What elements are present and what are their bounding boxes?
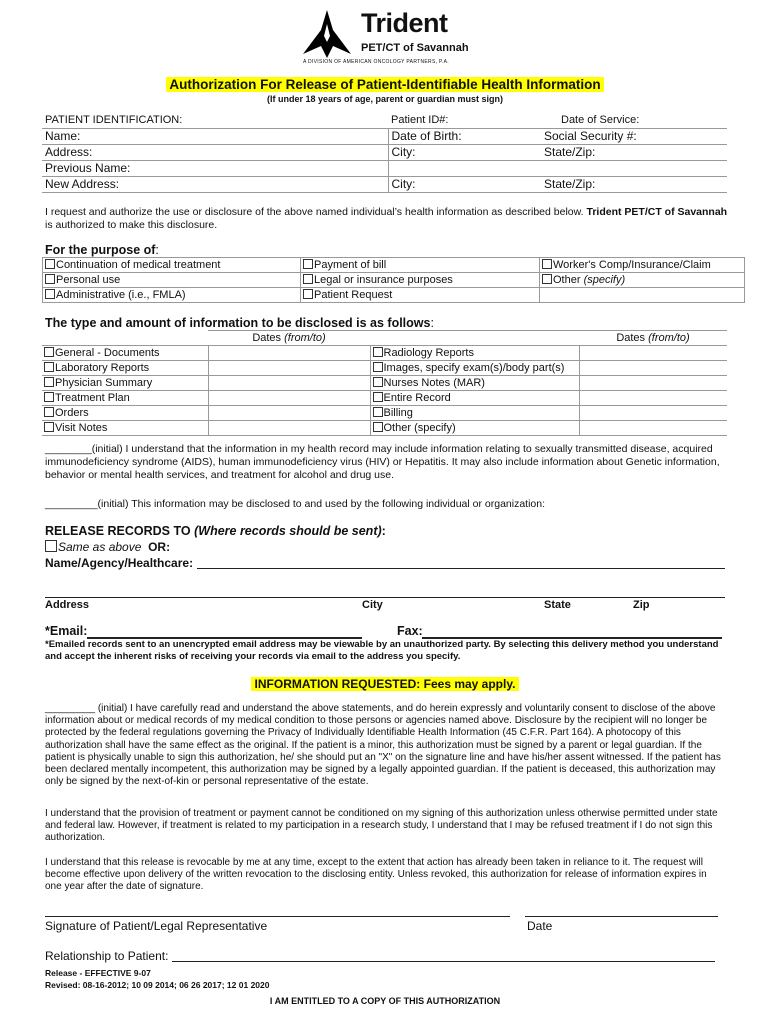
type-label: Visit Notes [55, 422, 108, 434]
checkbox[interactable] [45, 274, 55, 284]
info-requested-wrap [0, 675, 770, 693]
relationship-line[interactable] [172, 961, 715, 962]
purpose-option[interactable] [540, 258, 745, 273]
trident-logo-icon [303, 10, 351, 58]
purpose-label: Continuation of medical treatment [56, 259, 221, 271]
dates-field[interactable] [208, 421, 370, 436]
form-subtitle: (If under 18 years of age, parent or guardian must sign) [266, 94, 504, 104]
purpose-option[interactable] [301, 273, 540, 288]
dates-field[interactable] [208, 376, 370, 391]
signature-line[interactable] [45, 916, 510, 917]
dob-field[interactable]: Date of Birth: [388, 129, 541, 145]
fax-label: Fax: [397, 624, 423, 638]
state-zip-field-2[interactable]: State/Zip: [541, 177, 727, 193]
checkbox[interactable] [303, 274, 313, 284]
type-option[interactable] [42, 421, 208, 436]
state-label: State [544, 599, 571, 611]
type-option[interactable] [42, 406, 208, 421]
checkbox[interactable] [303, 259, 313, 269]
name-agency-line[interactable] [197, 568, 725, 569]
dates-header-right [579, 331, 727, 346]
checkbox[interactable] [44, 407, 54, 417]
purpose-heading-text: For the purpose of [45, 243, 156, 257]
city-label: City [362, 599, 383, 611]
blank-cell [540, 288, 745, 303]
intro-bold: Trident PET/CT of Savannah [586, 206, 728, 218]
patient-id-label: Patient ID#: [391, 114, 449, 126]
purpose-specify: (specify) [583, 274, 626, 286]
dates-field[interactable] [208, 406, 370, 421]
type-label: Nurses Notes (MAR) [383, 377, 485, 389]
checkbox[interactable] [45, 540, 57, 552]
zip-label: Zip [633, 599, 650, 611]
dates-field[interactable] [208, 361, 370, 376]
type-label: Orders [55, 407, 89, 419]
date-label: Date [527, 919, 553, 933]
type-option[interactable] [42, 346, 208, 361]
signature-label: Signature of Patient/Legal Representative [45, 919, 268, 933]
intro-text: I request and authorize the use or disclosure of the above named individual’s health information as described below. [45, 206, 587, 218]
dates-label: Dates [616, 332, 646, 344]
logo-name: Trident [361, 8, 448, 38]
revised-dates: Revised: 08-16-2012; 10 09 2014; 06 26 2017; 12 01 2020 [45, 980, 270, 990]
title-wrap [0, 76, 770, 94]
blank-cell [42, 331, 208, 346]
dates-field[interactable] [208, 346, 370, 361]
type-option[interactable] [370, 361, 579, 376]
checkbox[interactable] [373, 422, 383, 432]
checkbox[interactable] [373, 362, 383, 372]
city-field-2[interactable]: City: [388, 177, 541, 193]
checkbox[interactable] [542, 274, 552, 284]
checkbox[interactable] [44, 377, 54, 387]
type-label: Other (specify) [383, 422, 456, 434]
email-label: *Email: [45, 624, 88, 638]
checkbox[interactable] [44, 362, 54, 372]
types-table [42, 330, 727, 436]
dates-label: Dates [252, 332, 282, 344]
or-label: OR: [148, 540, 171, 554]
release-heading-colon: : [381, 524, 386, 538]
type-option[interactable] [370, 376, 579, 391]
initial-sensitive-info: ________(initial) I understand that the information in my health record may include information relating to sexually transmitted disease, acquired immunodeficiency syndrome (AIDS), human immunodeficiency virus (HIV) or Hepatitis. It may also include information about Genetic information, behavior or mental health services, and treatment for alcohol and drug use. [45, 443, 720, 481]
purpose-option[interactable] [43, 258, 301, 273]
purpose-heading [45, 243, 159, 257]
info-requested-label: INFORMATION REQUESTED: Fees may apply. [251, 677, 520, 691]
checkbox[interactable] [373, 407, 383, 417]
release-effective: Release - EFFECTIVE 9-07 [45, 968, 151, 978]
revocation-paragraph: I understand that this release is revocable by me at any time, except to the extent that action has already been taken in reliance to it. The request will become effective upon delivery of the written revocation to the disclosing entity. Unless revoked, this authorization for release of information expires in one year after the date of signature. [45, 857, 707, 893]
purpose-option[interactable] [301, 288, 540, 303]
checkbox[interactable] [44, 392, 54, 402]
purpose-option[interactable] [540, 273, 745, 288]
purpose-label: Administrative (i.e., FMLA) [56, 289, 186, 301]
type-label: Laboratory Reports [55, 362, 150, 374]
purpose-option[interactable] [43, 273, 301, 288]
treatment-paragraph: I understand that the provision of treatment or payment cannot be conditioned on my signing of this authorization unless otherwise permitted under state and federal law. However, if treatment is related to my participation in a research study, I understand that I may be refused treatment if I do not sign this authorization. [45, 808, 718, 844]
type-option[interactable] [42, 361, 208, 376]
new-address-field[interactable]: New Address: [42, 177, 388, 193]
purpose-label: Worker's Comp/Insurance/Claim [553, 259, 711, 271]
checkbox[interactable] [44, 347, 54, 357]
ssn-field[interactable]: Social Security #: [541, 129, 727, 145]
dates-field[interactable] [579, 361, 727, 376]
email-note: *Emailed records sent to an unencrypted email address may be viewable by an unauthorized party. By selecting this delivery method you understand and accept the inherent risks of receiving your records via email to the address you specify. [45, 639, 719, 662]
type-option[interactable] [42, 376, 208, 391]
blank-cell [388, 161, 541, 177]
dates-field[interactable] [579, 376, 727, 391]
from-to-label: (from/to) [284, 332, 326, 344]
purpose-option[interactable] [43, 288, 301, 303]
initial-disclosure: _________(initial) This information may be disclosed to and used by the following individual or organization: [45, 498, 546, 510]
release-heading-italic: (Where records should be sent) [194, 524, 382, 538]
types-heading-text: The type and amount of information to be disclosed is as follows [45, 316, 431, 330]
purpose-table [42, 257, 745, 303]
dates-field[interactable] [579, 421, 727, 436]
purpose-label: Personal use [56, 274, 121, 286]
type-label: Billing [383, 407, 413, 419]
type-label: Entire Record [383, 392, 451, 404]
name-agency-label: Name/Agency/Healthcare: [45, 556, 194, 570]
blank-cell [541, 161, 727, 177]
purpose-label: Payment of bill [314, 259, 387, 271]
purpose-label: Patient Request [314, 289, 393, 301]
address-label: Address [45, 599, 90, 611]
checkbox[interactable] [45, 289, 55, 299]
patient-identification-table [42, 113, 727, 193]
dates-header-left [208, 331, 370, 346]
type-label: Treatment Plan [55, 392, 130, 404]
dates-field[interactable] [579, 391, 727, 406]
form-title: Authorization For Release of Patient-Identifiable Health Information [166, 77, 603, 92]
purpose-label: Other [553, 274, 581, 286]
patient-id-header: PATIENT IDENTIFICATION: [45, 114, 183, 126]
relationship-label: Relationship to Patient: [45, 949, 169, 963]
name-field[interactable]: Name: [42, 129, 388, 145]
types-heading [45, 316, 434, 330]
type-label: Physician Summary [55, 377, 153, 389]
state-zip-field[interactable]: State/Zip: [541, 145, 727, 161]
types-heading-colon: : [430, 316, 434, 330]
release-heading [45, 524, 386, 538]
checkbox[interactable] [45, 259, 55, 269]
city-field[interactable]: City: [388, 145, 541, 161]
purpose-heading-colon: : [155, 243, 159, 257]
checkbox[interactable] [303, 289, 313, 299]
logo-subtitle: PET/CT of Savannah [361, 42, 469, 54]
type-label: Images, specify exam(s)/body part(s) [383, 362, 565, 374]
type-option[interactable] [370, 421, 579, 436]
purpose-option[interactable] [301, 258, 540, 273]
entitled-copy: I AM ENTITLED TO A COPY OF THIS AUTHORIZATION [269, 996, 501, 1006]
address-line[interactable] [45, 597, 725, 598]
type-option[interactable] [370, 406, 579, 421]
checkbox[interactable] [373, 392, 383, 402]
logo-tagline: A DIVISION OF AMERICAN ONCOLOGY PARTNERS, P.A. [303, 59, 449, 65]
blank-cell [370, 331, 579, 346]
type-label: General - Documents [55, 347, 160, 359]
purpose-label: Legal or insurance purposes [314, 274, 453, 286]
intro-paragraph [45, 206, 730, 232]
checkbox[interactable] [373, 347, 383, 357]
checkbox[interactable] [373, 377, 383, 387]
dates-field[interactable] [579, 346, 727, 361]
type-option[interactable] [370, 391, 579, 406]
type-option[interactable] [370, 346, 579, 361]
checkbox[interactable] [44, 422, 54, 432]
date-of-service-label: Date of Service: [561, 114, 640, 126]
date-line[interactable] [525, 916, 718, 917]
trident-logo [303, 8, 503, 64]
type-option[interactable] [42, 391, 208, 406]
address-field[interactable]: Address: [42, 145, 388, 161]
dates-field[interactable] [208, 391, 370, 406]
previous-name-field[interactable]: Previous Name: [42, 161, 388, 177]
same-as-above-option[interactable] [45, 540, 170, 554]
release-heading-text: RELEASE RECORDS TO [45, 524, 195, 538]
same-as-above-label: Same as above [58, 540, 142, 554]
checkbox[interactable] [542, 259, 552, 269]
intro-tail: is authorized to make this disclosure. [45, 219, 218, 231]
consent-paragraph: _________ (initial) I have carefully read and understand the above statements, and do herein expressly and voluntarily consent to disclose of the above information about or medical records of my medical condition to those persons or agencies named above. Disclosure by the recipient will no longer be protected by the federal regulations governing the Privacy of Individually Identifiable Health Information (45 C.F.R. Part 164). A photocopy of this authorization shall have the same effect as the original. If the patient is a minor, this authorization must be signed by a parent or legal guardian. If the patient is physically unable to sign this authorization, he/ she should put an "X" on the signature line and have his/her assent witnessed. If the patient has been declared mentally incompetent, this authorization may be signed by a legally appointed guardian. If the patient is deceased, this authorization may only be signed by the next-of-kin or personal representative of the estate. [45, 703, 721, 788]
from-to-label: (from/to) [648, 332, 690, 344]
type-label: Radiology Reports [383, 347, 474, 359]
dates-field[interactable] [579, 406, 727, 421]
